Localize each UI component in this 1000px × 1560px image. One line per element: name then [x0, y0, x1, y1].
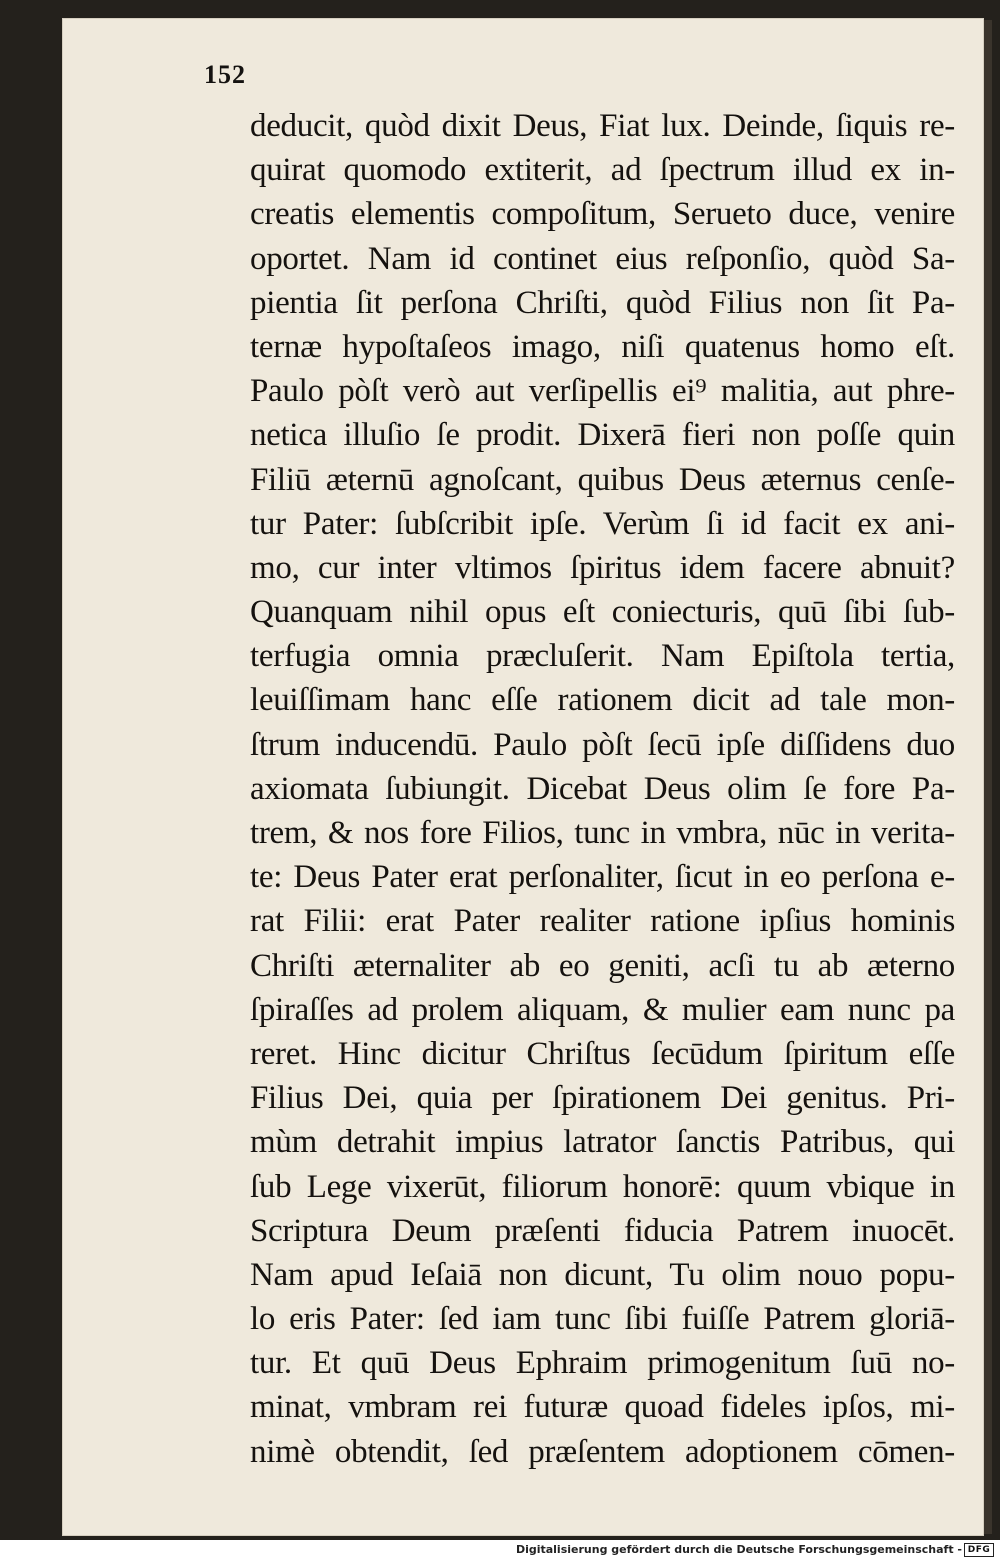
- page-number: 152: [204, 60, 246, 89]
- text-line: ſpiraſſes ad prolem aliquam, & mulier eam nunc pa: [250, 991, 955, 1028]
- text-line: tur Pater: ſubſcribit ipſe. Verùm ſi id facit ex ani-: [250, 505, 955, 542]
- text-line: Scriptura Deum præſenti fiducia Patrem inuocēt.: [250, 1212, 955, 1249]
- text-line: deducit, quòd dixit Deus, Fiat lux. Deinde, ſiquis re-: [250, 108, 955, 144]
- text-line: oportet. Nam id continet eius reſponſio, quòd Sa-: [250, 240, 955, 277]
- text-line: te: Deus Pater erat perſonaliter, ſicut in eo perſona e-: [250, 859, 955, 896]
- text-line: trem, & nos fore Filios, tunc in vmbra, nūc in verita-: [250, 815, 955, 851]
- text-line: axiomata ſubiungit. Dicebat Deus olim ſe fore Pa-: [250, 770, 955, 807]
- text-block: [250, 104, 955, 1474]
- text-line: Nam apud Ieſaiā non dicunt, Tu olim nouo popu-: [250, 1256, 955, 1293]
- text-line: mo, cur inter vltimos ſpiritus idem facere abnuit?: [250, 549, 955, 586]
- page-edge: [984, 20, 992, 1534]
- digitization-credit: Digitalisierung gefördert durch die Deutsche Forschungsgemeinschaft -: [515, 1543, 962, 1556]
- text-line: Chriſti æternaliter ab eo geniti, acſi tu ab æterno: [250, 947, 955, 984]
- text-line: lo eris Pater: ſed iam tunc ſibi fuiſſe Patrem gloriā-: [250, 1301, 955, 1338]
- text-line: Paulo pòſt verò aut verſipellis ei⁹ malitia, aut phre-: [250, 373, 955, 410]
- text-line: pientia ſit perſona Chriſti, quòd Filius non ſit Pa-: [250, 284, 955, 321]
- text-line: quirat quomodo extiterit, ad ſpectrum illud ex in-: [250, 152, 955, 189]
- text-line: leuiſſimam hanc eſſe rationem dicit ad tale mon-: [250, 682, 955, 719]
- text-line: ternæ hypoſtaſeos imago, niſi quatenus homo eſt.: [250, 328, 955, 365]
- text-line: reret. Hinc dicitur Chriſtus ſecūdum ſpiritum eſſe: [250, 1035, 955, 1072]
- dfg-logo: DFG: [964, 1543, 994, 1557]
- text-line: ſtrum inducendū. Paulo pòſt ſecū ipſe diſſidens duo: [250, 726, 955, 763]
- text-line: tur. Et quū Deus Ephraim primogenitum ſuū no-: [250, 1345, 955, 1382]
- text-line: creatis elementis compoſitum, Serueto duce, venire: [250, 196, 955, 233]
- text-line: nimè obtendit, ſed præſentem adoptionem cōmen-: [250, 1433, 955, 1470]
- text-line: ſub Lege vixerūt, filiorum honorē: quum vbique in: [250, 1168, 955, 1205]
- text-line: Filius Dei, quia per ſpirationem Dei genitus. Pri-: [250, 1080, 955, 1117]
- text-line: Quanquam nihil opus eſt coniecturis, quū ſibi ſub-: [250, 594, 955, 631]
- text-line: minat, vmbram rei futuræ quoad fideles ipſos, mi-: [250, 1389, 955, 1426]
- text-line: rat Filii: erat Pater realiter ratione ipſius hominis: [250, 903, 955, 940]
- text-line: terfugia omnia præcluſerit. Nam Epiſtola tertia,: [250, 638, 955, 675]
- text-line: Filiū æternū agnoſcant, quibus Deus æternus cenſe-: [250, 461, 955, 498]
- text-line: netica illuſio ſe prodit. Dixerā fieri non poſſe quin: [250, 417, 955, 454]
- text-line: mùm detrahit impius latrator ſanctis Patribus, qui: [250, 1124, 955, 1161]
